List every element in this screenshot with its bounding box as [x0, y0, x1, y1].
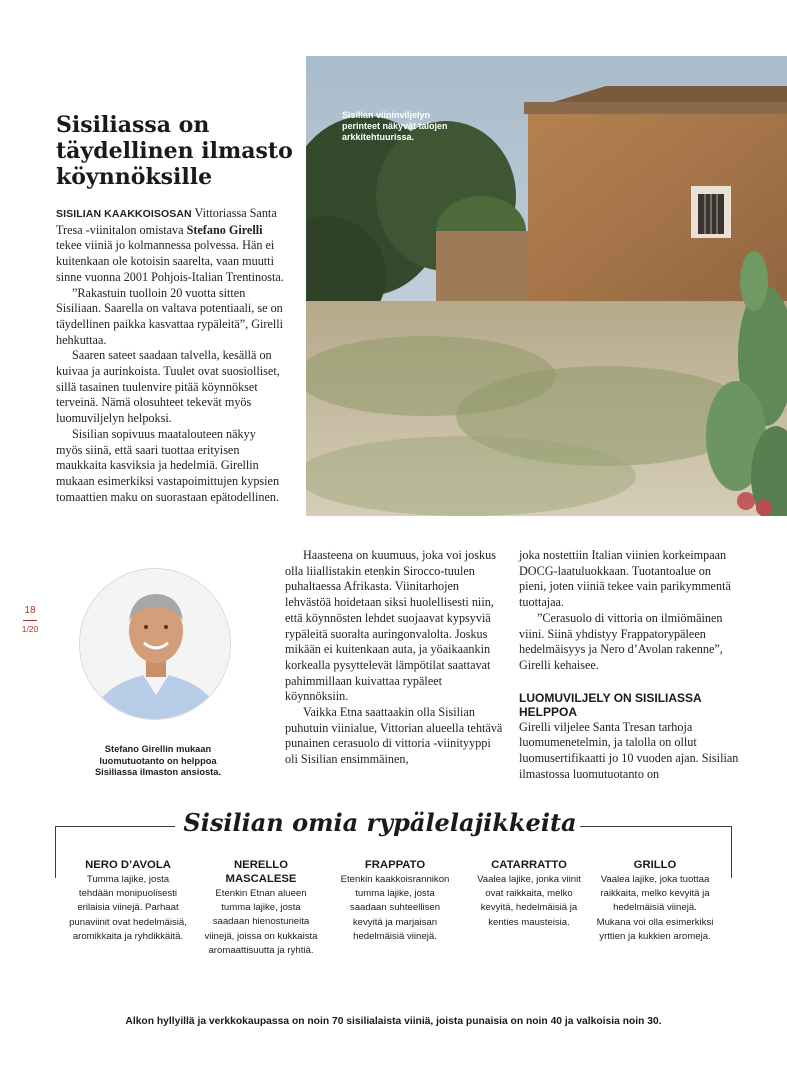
article-headline: Sisiliassa on täydellinen ilmasto köynnöksille: [56, 112, 293, 190]
page-number-total: 1/20: [21, 624, 39, 634]
page-number: [18, 605, 42, 634]
grape-name: NERO D’AVOLA: [85, 859, 171, 871]
page-number-current: 18: [24, 605, 36, 616]
section-subheading: LUOMUVILJELY ON SISILIASSA HELPPOA: [519, 690, 702, 720]
grape-description: Etenkin kaakkoisrannikon tumma lajike, josta saadaan suhteellisen kevyitä ja marjaisan hedelmäisiä viinejä.: [340, 874, 450, 942]
paragraph: Sisilian sopivuus maatalouteen näkyy myös siinä, että saari tuottaa erityisen maukkaita kasviksia ja hedelmiä. Girellin mukaan esimerkiksi vastapoimittujen kypsien tomaattien maku on suorastaan epätodellinen.: [56, 426, 280, 504]
grape-description: Vaalea lajike, joka tuottaa raikkaita, melko kevyitä ja hedelmäisiä viinejä. Mukana voi olla esimerkiksi yrttien ja kukkien aromeja.: [596, 874, 714, 942]
grape-description: Vaalea lajike, jonka viinit ovat raikkaita, melko kevyitä, hedelmäisiä ja kenties mausteisia.: [477, 874, 581, 928]
paragraph: Girelli viljelee Santa Tresan tarhoja luomumenetelmin, ja talolla on ollut luomusertifikaatti jo 10 vuoden ajan. Sisilian ilmastossa luomutuotanto on: [519, 719, 739, 781]
article-column-right: [519, 548, 739, 782]
portrait-photo: [79, 568, 231, 720]
photo-caption: Sisilian viininviljelyn perinteet näkyvät talojen arkkitehtuurissa.: [342, 110, 448, 142]
lead-in-caps: SISILIAN KAAKKOISOSAN: [56, 208, 192, 220]
alko-footer-note: Alkon hyllyillä ja verkkokaupassa on noin 70 sisilialaista viiniä, joista punaisia on noin 40 ja valkoisia noin 30.: [125, 1016, 662, 1027]
article-column-middle: [285, 548, 505, 768]
grape-item-nero-davola: [69, 858, 187, 944]
portrait-caption: Stefano Girellin mukaan luomutuotanto on helppoa Sisiliassa ilmaston ansiosta.: [94, 744, 222, 777]
paragraph: ”Cerasuolo di vittoria on ilmiömäinen viini. Siinä yhdistyy Frappatorypäleen hedelmäisyys ja Nero d’Avolan rakenne”, Girelli kehaisee.: [519, 610, 723, 672]
paragraph: Saaren sateet saadaan talvella, kesällä on kuivaa ja aurinkoista. Tuulet ovat suosiolliset, sillä tasainen tuulenvire pitää köynnökset terveinä. Nämä olosuhteet tekevät myös luomuviljelyn helpoksi.: [56, 348, 280, 426]
grape-name: CATARRATTO: [491, 859, 567, 871]
paragraph: Haasteena on kuumuus, joka voi joskus olla liiallistakin etenkin Sirocco-tuulen puhaltaessa Afrikasta. Viinitarhojen lehvästöä hoidetaan siksi huolellisesti niin, että köynnösten lehdet suojaavat kypsyviä rypäleitä suoralta auringonvalolta. Joskus mikään ei kuitenkaan auta, ja yöaikaankin korkealla pysyttelevät lämpötilat saattavat pahimmillaan kuivattaa rypäleet köynnöksiin.: [285, 548, 496, 704]
grape-item-catarratto: [470, 858, 588, 930]
grape-item-frappato: [336, 858, 454, 944]
paragraph: SISILIAN KAAKKOISOSAN Vittoriassa Santa Tresa -viinitalon omistava Stefano Girelli tekee viiniä jo kolmannessa polvessa. Hän ei kuitenkaan ole kotoisin saarelta, vaan muutti sinne vuonna 2001 Pohjois-Italian Trentinosta.: [56, 206, 284, 284]
grape-description: Tumma lajike, josta tehdään monipuolisesti erilaisia viinejä. Parhaat punaviinit ovat hedelmäisiä, aromikkaita ja ryhdikkäitä.: [69, 874, 187, 942]
person-name: Stefano Girelli: [186, 222, 263, 237]
grape-name: NERELLO MASCALESE: [225, 859, 297, 885]
grape-item-grillo: [596, 858, 714, 944]
page-number-divider: [23, 620, 37, 621]
grape-box-title: Sisilian omia rypälelajikkeita: [183, 808, 577, 837]
grape-item-nerello-mascalese: [202, 858, 320, 958]
grape-description: Etenkin Etnan alueen tumma lajike, josta saadaan hienostuneita viinejä, joissa on kukkaista aromaattisuutta ja ryhtiä.: [204, 888, 318, 956]
article-column-left: [56, 206, 284, 505]
paragraph: ”Rakastuin tuolloin 20 vuotta sitten Sisiliaan. Saarella on valtava potentiaali, se on täydellinen paikka kasvattaa rypäleitä”, Girelli hehkuttaa.: [56, 285, 284, 347]
paragraph: Vaikka Etna saattaakin olla Sisilian puhutuin viinialue, Vittorian alueella tehtävä punainen cerasuolo di vittoria -viinityyppi oli Sisilian ensimmäinen,: [285, 705, 503, 767]
grape-name: FRAPPATO: [364, 859, 426, 871]
person-illustration: [80, 569, 231, 720]
paragraph: joka nostettiin Italian viinien korkeimpaan DOCG-laatuluokkaan. Tuotantoalue on pieni, joten viiniä tekee vain parikymmentä tuottajaa.: [519, 548, 731, 610]
grape-name: GRILLO: [633, 859, 677, 871]
